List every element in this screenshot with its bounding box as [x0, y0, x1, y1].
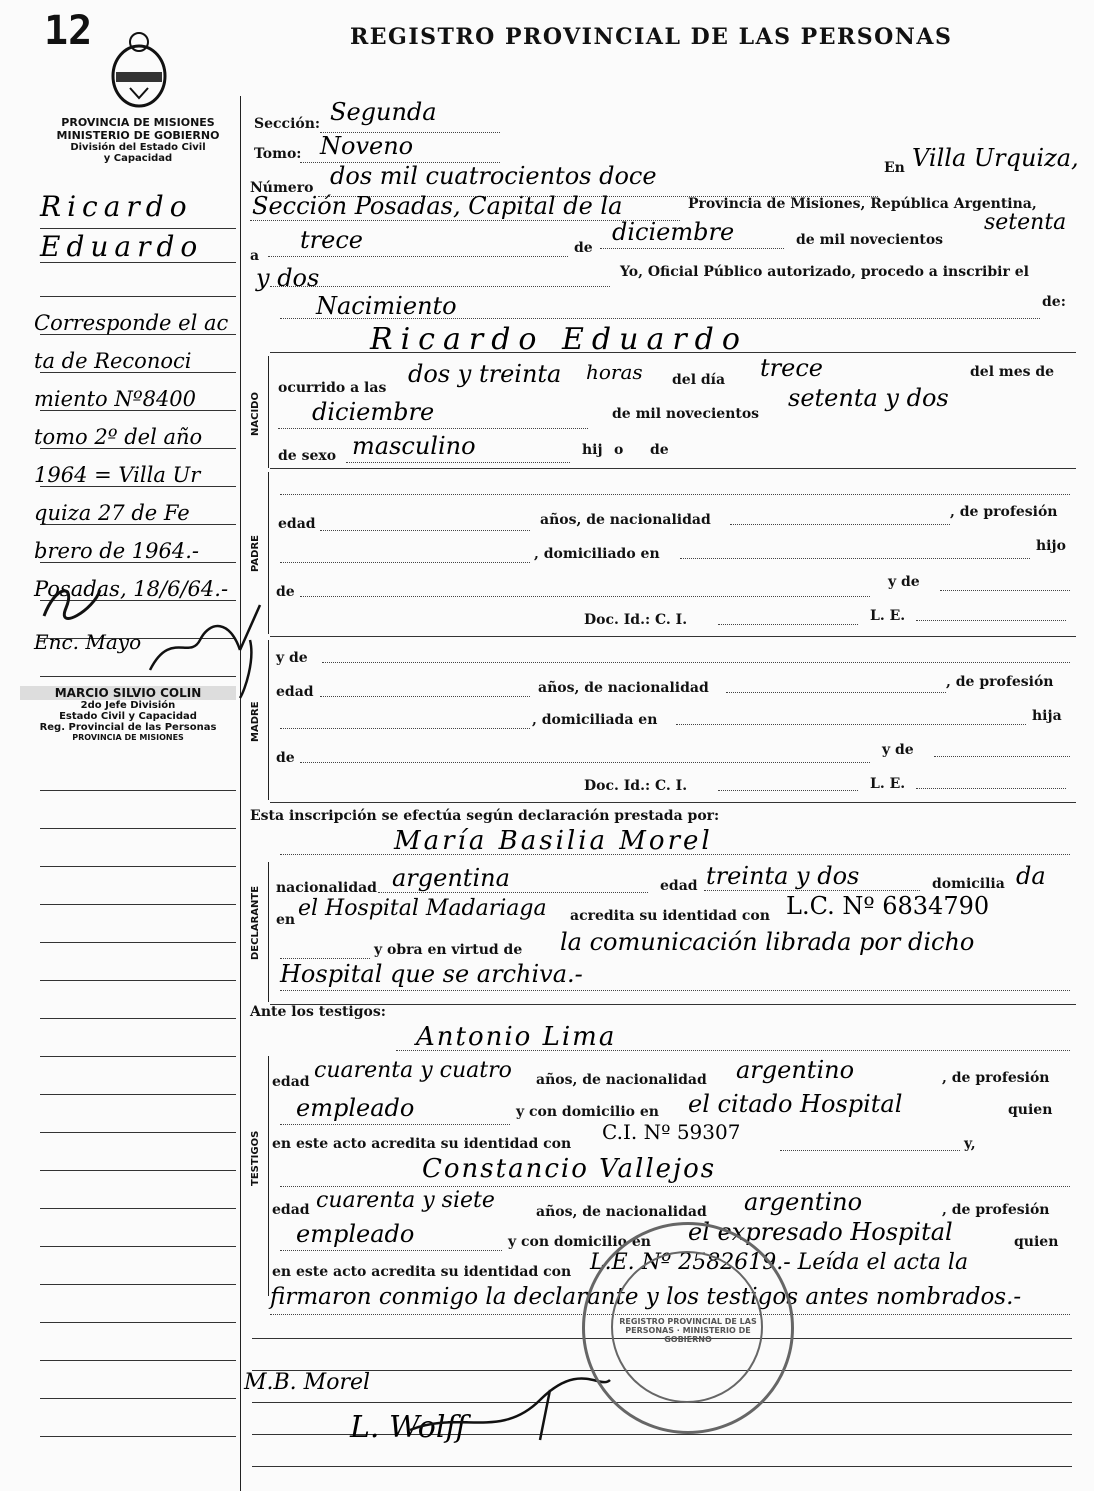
official-seal [582, 1222, 794, 1434]
margin-flourish-icon [36, 580, 106, 628]
firma-declarante: M.B. Morel [244, 1370, 371, 1395]
testigo2-profesion: empleado [296, 1220, 415, 1248]
en-value: Villa Urquiza, [912, 144, 1079, 172]
cierre-acta: firmaron conmigo la declarante y los testigos antes nombrados.- [270, 1284, 1022, 1310]
declarante-virtud: la comunicación librada por dicho [560, 928, 975, 956]
testigo1-documento: C.I. Nº 59307 [602, 1120, 741, 1144]
section-label-padre: PADRE [250, 535, 261, 572]
sexo-value: masculino [352, 432, 476, 460]
margin-signature: Enc. Mayo [34, 630, 142, 654]
margin-name-first: Ricardo [40, 190, 193, 223]
nombre-inscripto: Ricardo Eduardo [370, 322, 748, 357]
testigo1-domicilio: el citado Hospital [688, 1090, 903, 1118]
testigo2-domicilio: el expresado Hospital [688, 1218, 953, 1246]
page-number: 12 [44, 8, 93, 54]
dia-registro-value: trece [300, 226, 363, 254]
testigo2-nacionalidad: argentino [744, 1188, 863, 1216]
firma-oficial-icon [400, 1370, 620, 1454]
tomo-value: Noveno [320, 132, 414, 160]
coat-of-arms-icon [108, 28, 170, 108]
testigo1-nombre: Antonio Lima [416, 1022, 617, 1052]
official-stamp: MARCIO SILVIO COLIN 2do Jefe División Estado Civil y Capacidad Reg. Provincial de las Personas PROVINCIA DE MISIONES [20, 686, 236, 742]
margin-name-last: Eduardo [40, 230, 204, 263]
testigo2-nombre: Constancio Vallejos [422, 1154, 717, 1184]
seal-text: REGISTRO PROVINCIAL DE LAS PERSONAS · MINISTERIO DE GOBIERNO [619, 1317, 757, 1344]
seccion-value: Segunda [330, 98, 437, 126]
declarante-domicilio: el Hospital Madariaga [298, 896, 547, 921]
acto-value: Nacimiento [316, 292, 457, 320]
dia-nacimiento: trece [760, 354, 823, 382]
declarante-nombre: María Basilia Morel [394, 826, 713, 856]
firma-oficial: L. Wolff [350, 1410, 467, 1445]
hora-nacimiento: dos y treinta [408, 360, 562, 388]
section-label-declarante: DECLARANTE [250, 885, 261, 960]
page-title: REGISTRO PROVINCIAL DE LAS PERSONAS [350, 24, 953, 50]
declarante-edad: treinta y dos [706, 862, 860, 890]
mes-nacimiento: diciembre [312, 398, 435, 426]
anio-registro-value: setenta [984, 210, 1067, 235]
issuing-organization: PROVINCIA DE MISIONES MINISTERIO DE GOBIERNO División del Estado Civil y Capacidad [56, 116, 220, 164]
birth-certificate-page: 12 REGISTRO PROVINCIAL DE LAS PERSONAS PROVINCIA DE MISIONES MINISTERIO DE GOBIERNO División del Estado Civil y Capacidad Ricardo Eduardo Corresponde el ac ta de Reconoci miento Nº8400 tomo 2º del año 1964 = Villa Ur quiza 27 de Fe brero de 1964.- Posadas, 18/6/64.- Enc. Mayo MARCIO SILVIO COLIN 2do Jefe División Estado Civil y Capacidad Reg. Provincial de las Personas PROVINCIA DE MISIONES Sección: Segunda Tomo: Noveno Número dos mil cuatrocientos doce En Villa Urquiza, Sección Posadas, Capital de la Provincia de Misiones, República Argentina, a trece de diciembre de mil novecientos setenta y dos Yo, Oficial Público autorizado, procedo a inscribir el Nacimiento de: Ricardo Eduardo NACIDO ocurrido a las dos y treinta horas del día trece del mes de diciembre de mil novecientos setenta y dos de sexo masculino hij o de PADRE edad años, de nacionalidad , de profesión , domiciliado en hijo de y de Doc. Id.: C. I. L. E. MADRE y de edad años, de nacionalidad , de profesión , domiciliada en hija de y de Doc. Id.: C. I. L. E. Esta inscripción se efectúa según declaración prestada por: María Basilia Morel DECLARANTE nacionalidad argentina edad treinta y dos domicilia da en el Hospital Madariaga acredita su identidad con L.C. Nº 6834790 y obra en virtud de la comunicación librada por dicho Hospital que se archiva.- Ante los testigos: Antonio Lima TESTIGOS edad cuarenta y cuatro años, de nacionalidad argentino , de profesión empleado y con domicilio en el citado Hospital quien en este acto acredita su identidad con C.I. Nº 59307 y, Constancio Vallejos edad cuarenta y siete años, de nacionalidad argentino , de profesión empleado y con domicilio en el expresado Hospital quien en este acto acredita su identidad con L.E. Nº 2582619.- Leída el acta la firmaron conmigo la declarante y los testigos antes nombrados.- M.B. Morel L. Wolff REGISTRO PROVINCIAL DE LAS PERSONAS · MINISTERIO DE GOBIERNO [0, 0, 1094, 1491]
section-label-testigos: TESTIGOS [250, 1130, 261, 1186]
section-label-nacido: NACIDO [250, 392, 261, 436]
numero-value: dos mil cuatrocientos doce [330, 162, 657, 190]
lugar-value: Sección Posadas, Capital de la [252, 192, 623, 220]
mes-registro-value: diciembre [612, 218, 735, 246]
testigo2-edad: cuarenta y siete [316, 1188, 495, 1213]
margin-note: Corresponde el ac ta de Reconoci miento Nº8400 tomo 2º del año 1964 = Villa Ur quiza 27 de Fe brero de 1964.- Posadas, 18/6/64.- [34, 311, 229, 601]
declarante-documento: L.C. Nº 6834790 [786, 892, 990, 920]
testigo2-documento: L.E. Nº 2582619.- Leída el acta la [590, 1250, 969, 1275]
anio-nacimiento: setenta y dos [788, 384, 949, 412]
testigo1-profesion: empleado [296, 1094, 415, 1122]
anio-registro-cont: y dos [256, 264, 320, 292]
margin-divider [240, 96, 241, 1491]
section-label-madre: MADRE [250, 701, 261, 742]
testigo1-nacionalidad: argentino [736, 1056, 855, 1084]
declarante-virtud-cont: Hospital que se archiva.- [280, 960, 583, 988]
testigo1-edad: cuarenta y cuatro [314, 1058, 512, 1083]
declarante-nacionalidad: argentina [392, 864, 510, 892]
